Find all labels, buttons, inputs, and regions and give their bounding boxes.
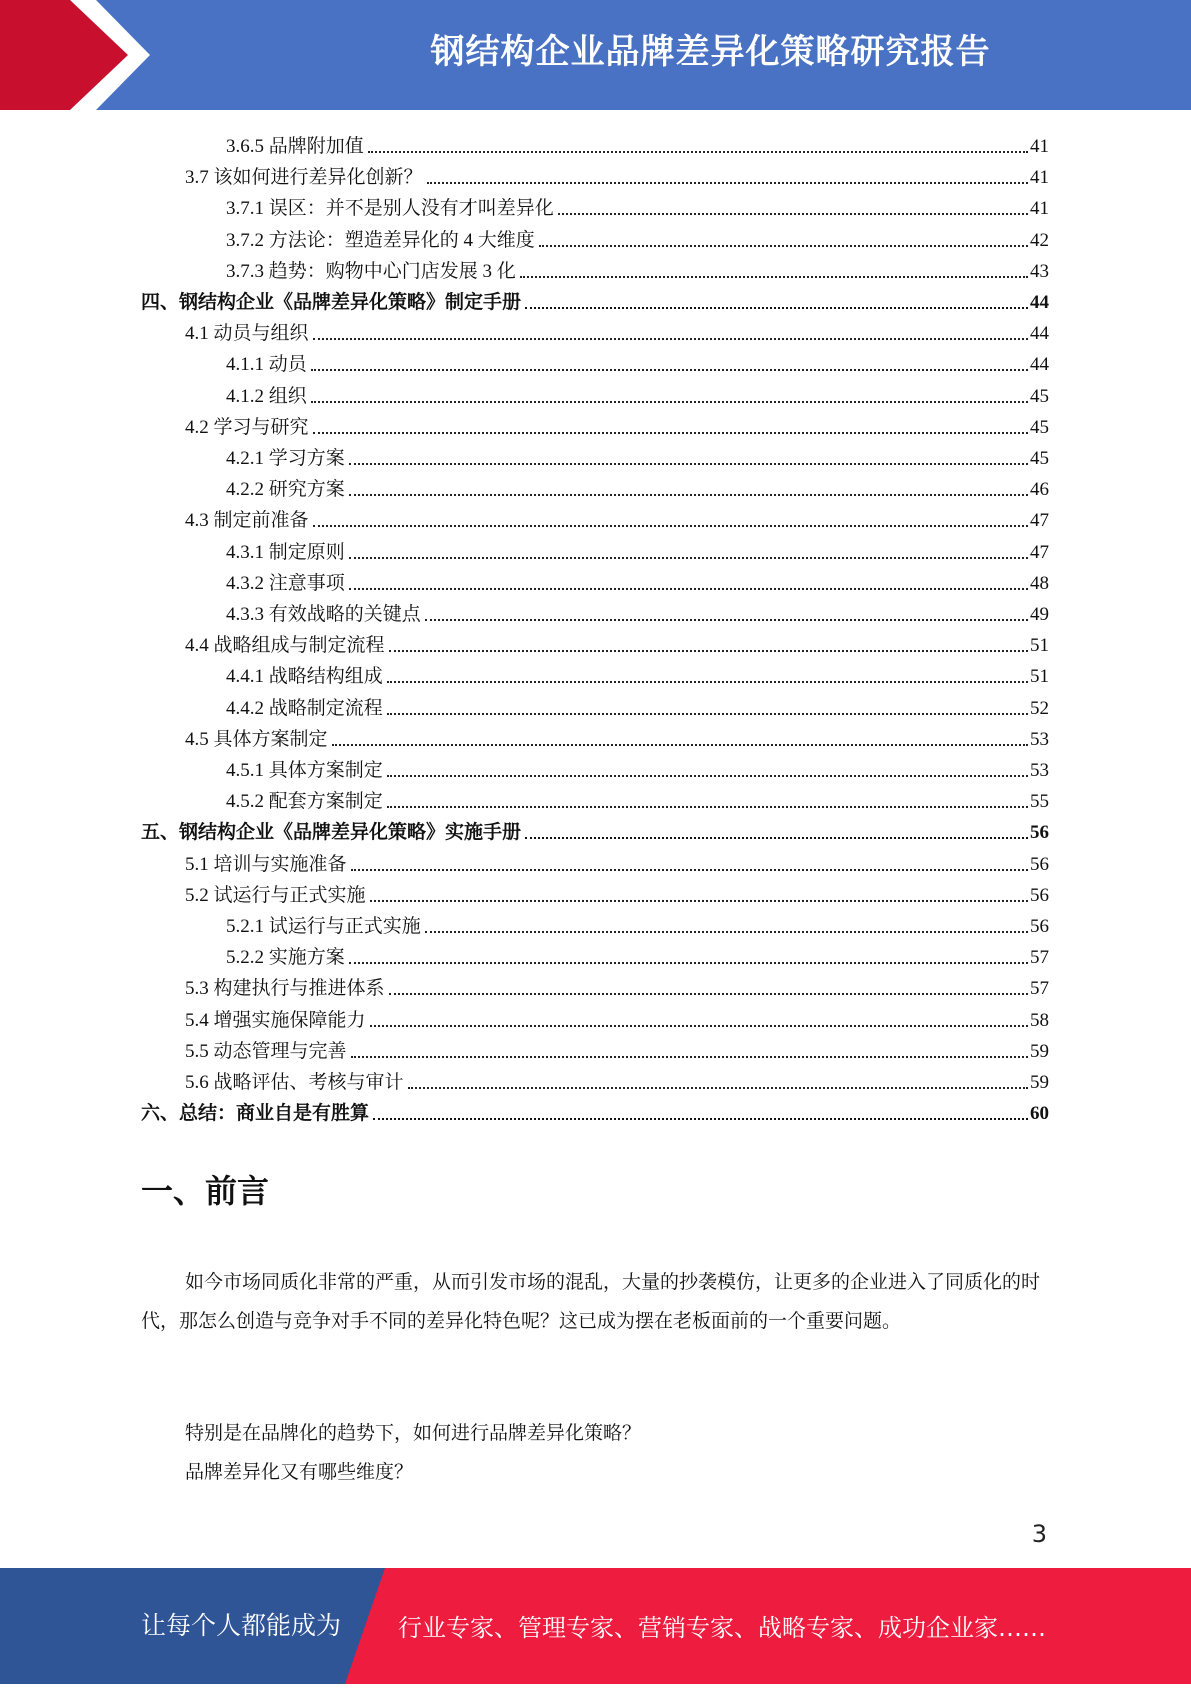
toc-entry-label: 4.1.1 动员 bbox=[226, 354, 307, 376]
toc-entry-label: 4.5.2 配套方案制定 bbox=[226, 791, 383, 813]
toc-entry[interactable] bbox=[226, 221, 1049, 252]
toc-entry[interactable] bbox=[226, 938, 1049, 969]
toc-entry-label: 4.2.1 学习方案 bbox=[226, 448, 345, 469]
toc-entry-page: 59 bbox=[1030, 1072, 1049, 1093]
toc-entry-label: 4.1.2 组织 bbox=[226, 385, 307, 407]
toc-leader-dots bbox=[387, 806, 1028, 808]
toc-entry-page: 44 bbox=[1030, 323, 1049, 345]
toc-entry-page: 48 bbox=[1030, 572, 1049, 594]
toc-leader-dots bbox=[558, 213, 1028, 215]
section-line: 特别是在品牌化的趋势下，如何进行品牌差异化策略？ bbox=[185, 1423, 642, 1444]
toc-entry-label: 5.5 动态管理与完善 bbox=[185, 1040, 347, 1062]
toc-entry[interactable] bbox=[226, 657, 1049, 688]
toc-leader-dots bbox=[425, 619, 1028, 621]
toc-entry-page: 49 bbox=[1030, 604, 1049, 625]
toc-entry-page: 53 bbox=[1030, 728, 1049, 750]
toc-leader-dots bbox=[520, 276, 1028, 278]
toc-entry[interactable] bbox=[141, 813, 1049, 844]
toc-entry-label: 4.4.2 战略制定流程 bbox=[226, 697, 383, 719]
toc-entry-label: 3.7.1 误区：并不是别人没有才叫差异化 bbox=[226, 198, 554, 220]
toc-entry-page: 57 bbox=[1030, 947, 1049, 969]
toc-entry[interactable] bbox=[185, 158, 1049, 189]
toc-leader-dots bbox=[408, 1087, 1028, 1089]
toc-entry-page: 45 bbox=[1030, 385, 1049, 407]
section-heading: 一、前言 bbox=[141, 1172, 270, 1210]
toc-entry-label: 六、总结：商业自是有胜算 bbox=[141, 1103, 370, 1125]
toc-entry-page: 51 bbox=[1030, 666, 1049, 688]
toc-entry-label: 3.6.5 品牌附加值 bbox=[226, 136, 364, 157]
toc-leader-dots bbox=[387, 713, 1028, 715]
toc-leader-dots bbox=[525, 307, 1028, 309]
toc-entry-page: 55 bbox=[1030, 791, 1049, 813]
toc-leader-dots bbox=[313, 432, 1028, 434]
toc-entry-page: 56 bbox=[1030, 916, 1049, 937]
toc-entry[interactable] bbox=[141, 1094, 1049, 1125]
toc-leader-dots bbox=[370, 900, 1028, 902]
toc-entry-label: 4.3.1 制定原则 bbox=[226, 541, 345, 563]
toc-entry-page: 56 bbox=[1030, 853, 1049, 875]
page-number: 3 bbox=[1031, 1520, 1047, 1548]
footer-slogan-right: 行业专家、管理专家、营销专家、战略专家、成功企业家…… bbox=[398, 1614, 1046, 1642]
toc-entry-page: 56 bbox=[1030, 884, 1049, 906]
toc-entry-label: 5.1 培训与实施准备 bbox=[185, 853, 347, 875]
toc-entry-page: 51 bbox=[1030, 635, 1049, 657]
toc-leader-dots bbox=[351, 1056, 1028, 1058]
header-arrow-icon bbox=[0, 0, 160, 110]
toc-entry-label: 四、钢结构企业《品牌差异化策略》制定手册 bbox=[141, 292, 522, 313]
toc-entry-label: 4.4 战略组成与制定流程 bbox=[185, 635, 385, 657]
toc-entry[interactable] bbox=[185, 845, 1049, 876]
toc-leader-dots bbox=[349, 588, 1028, 590]
toc-entry-page: 41 bbox=[1030, 167, 1049, 189]
toc-entry-page: 52 bbox=[1030, 697, 1049, 719]
toc-entry-page: 44 bbox=[1030, 354, 1049, 376]
toc-leader-dots bbox=[425, 931, 1028, 933]
toc-entry[interactable] bbox=[226, 595, 1049, 626]
toc-entry-label: 5.2 试运行与正式实施 bbox=[185, 884, 366, 906]
toc-entry-label: 5.2.1 试运行与正式实施 bbox=[226, 916, 421, 937]
toc-entry-page: 60 bbox=[1030, 1103, 1049, 1125]
toc-entry-label: 5.2.2 实施方案 bbox=[226, 947, 345, 969]
toc-entry[interactable] bbox=[185, 720, 1049, 751]
toc-entry-page: 43 bbox=[1030, 260, 1049, 282]
toc-entry[interactable] bbox=[185, 314, 1049, 345]
toc-entry[interactable] bbox=[226, 782, 1049, 813]
toc-entry-page: 53 bbox=[1030, 760, 1049, 781]
toc-entry[interactable] bbox=[226, 689, 1049, 720]
toc-entry[interactable] bbox=[185, 1001, 1049, 1032]
toc-entry[interactable] bbox=[185, 969, 1049, 1000]
toc-entry-page: 45 bbox=[1030, 416, 1049, 438]
toc-leader-dots bbox=[370, 1025, 1028, 1027]
toc-entry[interactable] bbox=[226, 470, 1049, 501]
toc-entry[interactable] bbox=[185, 408, 1049, 439]
toc-entry-label: 4.5.1 具体方案制定 bbox=[226, 760, 383, 781]
toc-entry[interactable] bbox=[226, 189, 1049, 220]
toc-leader-dots bbox=[311, 401, 1028, 403]
toc-entry[interactable] bbox=[185, 1063, 1049, 1094]
toc-entry[interactable] bbox=[185, 1032, 1049, 1063]
toc-entry[interactable] bbox=[226, 564, 1049, 595]
section-line: 品牌差异化又有哪些维度？ bbox=[185, 1462, 414, 1483]
toc-entry-label: 3.7.2 方法论：塑造差异化的 4 大维度 bbox=[226, 229, 535, 251]
toc-entry-label: 3.7 该如何进行差异化创新？ bbox=[185, 167, 423, 189]
toc-entry-page: 47 bbox=[1030, 541, 1049, 563]
toc-leader-dots bbox=[387, 775, 1028, 777]
section-paragraph: 如今市场同质化非常的严重，从而引发市场的混乱，大量的抄袭模仿，让更多的企业进入了同质化的时代，那怎么创造与竞争对手不同的差异化特色呢？这已成为摆在老板面前的一个重要问题。 bbox=[141, 1272, 1041, 1332]
footer-slogan-left: 让每个人都能成为 bbox=[141, 1611, 342, 1640]
toc-entry[interactable] bbox=[226, 252, 1049, 283]
toc-entry-label: 4.4.1 战略结构组成 bbox=[226, 666, 383, 688]
toc-entry[interactable] bbox=[185, 876, 1049, 907]
toc-entry-label: 五、钢结构企业《品牌差异化策略》实施手册 bbox=[141, 822, 522, 844]
toc-entry-page: 57 bbox=[1030, 978, 1049, 1000]
footer-band bbox=[0, 1568, 1191, 1684]
toc-entry-label: 5.4 增强实施保障能力 bbox=[185, 1009, 366, 1031]
toc-leader-dots bbox=[525, 837, 1028, 839]
toc-entry-page: 42 bbox=[1030, 229, 1049, 251]
toc-entry-label: 4.3 制定前准备 bbox=[185, 510, 309, 532]
toc-entry[interactable] bbox=[185, 626, 1049, 657]
toc-entry-page: 58 bbox=[1030, 1009, 1049, 1031]
header-band bbox=[0, 0, 1191, 110]
toc-leader-dots bbox=[373, 1118, 1028, 1120]
toc-entry-label: 4.2.2 研究方案 bbox=[226, 479, 345, 501]
toc-entry[interactable] bbox=[226, 439, 1049, 470]
toc-entry-page: 46 bbox=[1030, 479, 1049, 501]
toc-leader-dots bbox=[427, 182, 1028, 184]
toc-entry-label: 5.3 构建执行与推进体系 bbox=[185, 978, 385, 1000]
toc-entry[interactable] bbox=[226, 907, 1049, 938]
toc-entry-page: 45 bbox=[1030, 448, 1049, 469]
toc-leader-dots bbox=[539, 245, 1028, 247]
toc-leader-dots bbox=[349, 557, 1028, 559]
toc-leader-dots bbox=[368, 151, 1028, 153]
toc-entry-label: 5.6 战略评估、考核与审计 bbox=[185, 1072, 404, 1093]
toc-leader-dots bbox=[389, 650, 1028, 652]
toc-entry-page: 47 bbox=[1030, 510, 1049, 532]
toc-entry-label: 4.2 学习与研究 bbox=[185, 416, 309, 438]
report-title: 钢结构企业品牌差异化策略研究报告 bbox=[430, 32, 991, 72]
toc-entry-label: 3.7.3 趋势：购物中心门店发展 3 化 bbox=[226, 260, 516, 282]
toc-leader-dots bbox=[332, 744, 1028, 746]
toc-leader-dots bbox=[389, 993, 1028, 995]
toc-entry[interactable] bbox=[226, 533, 1049, 564]
toc-entry[interactable] bbox=[226, 345, 1049, 376]
toc-entry[interactable] bbox=[226, 127, 1049, 158]
toc-leader-dots bbox=[311, 369, 1028, 371]
toc-leader-dots bbox=[387, 681, 1028, 683]
toc-entry[interactable] bbox=[226, 377, 1049, 408]
toc-leader-dots bbox=[313, 338, 1028, 340]
toc-leader-dots bbox=[349, 463, 1028, 465]
toc-leader-dots bbox=[349, 962, 1028, 964]
toc-entry[interactable] bbox=[141, 283, 1049, 314]
toc-leader-dots bbox=[351, 869, 1028, 871]
toc-entry-page: 44 bbox=[1030, 292, 1049, 313]
toc-leader-dots bbox=[313, 525, 1028, 527]
toc-entry-page: 56 bbox=[1030, 822, 1049, 844]
toc-entry-label: 4.1 动员与组织 bbox=[185, 323, 309, 345]
toc-entry-page: 41 bbox=[1030, 136, 1049, 157]
toc-leader-dots bbox=[349, 494, 1028, 496]
toc-entry[interactable] bbox=[185, 501, 1049, 532]
toc-entry-page: 41 bbox=[1030, 198, 1049, 220]
toc-entry-label: 4.5 具体方案制定 bbox=[185, 728, 328, 750]
toc-entry-label: 4.3.3 有效战略的关键点 bbox=[226, 604, 421, 625]
toc-entry-page: 59 bbox=[1030, 1040, 1049, 1062]
toc-entry[interactable] bbox=[226, 751, 1049, 782]
toc-entry-label: 4.3.2 注意事项 bbox=[226, 572, 345, 594]
